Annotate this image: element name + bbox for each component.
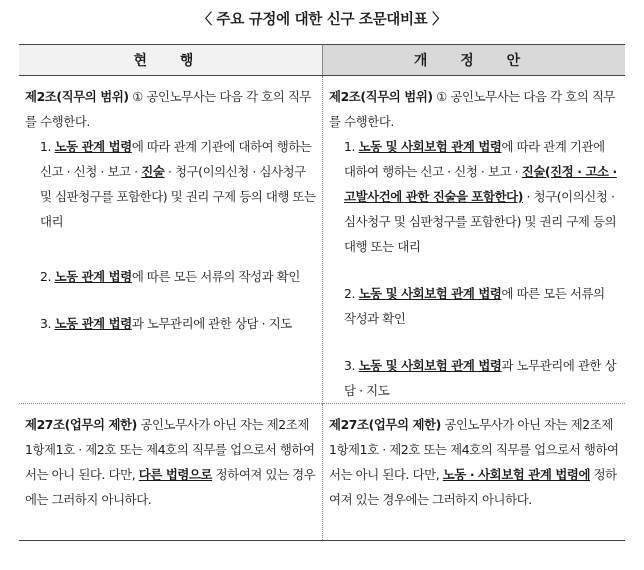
current-item3-text: 과 노무관리에 관한 상담 · 지도	[131, 316, 292, 331]
current-item2	[25, 264, 316, 289]
revised-article27-text2: 정하여져 있는 경우에는 그러하지 아니하다.	[329, 467, 617, 507]
current-article27-text: 공인노무사가 아닌 자는 제2조제1항제1호 · 제2호 또는 제4호의 직무를 업으로서 행하여서는 아니 된다. 다만,	[25, 417, 315, 482]
current-item1-text2: · 청구(이의신청 · 심사청구 및 심판청구를 포함한다) 및 권리 구제 등의 대행 또는 대리	[40, 164, 316, 229]
revised-item2-text: 에 따른 모든 서류의 작성과 확인	[344, 286, 605, 326]
current-article2-cell	[19, 76, 323, 404]
current-item1-number: 1.	[40, 139, 55, 154]
current-article27-bold: 다른 법령으로	[138, 467, 213, 482]
current-item1	[25, 134, 316, 234]
current-item2-text: 에 따른 모든 서류의 작성과 확인	[131, 269, 300, 284]
revised-article27-bold: 노동 · 사회보험 관계 법령에	[442, 467, 591, 482]
current-item3-bold: 노동 관계 법령	[54, 316, 132, 331]
table-header-row	[19, 45, 625, 76]
revised-article2-text: ① 공인노무사는 다음 각 호의 직무를 수행한다.	[329, 89, 615, 129]
current-article27-heading: 제27조(업무의 제한)	[25, 417, 137, 432]
revised-item3-bold: 노동 및 사회보험 관계 법령	[358, 358, 502, 373]
current-item2-number: 2.	[40, 269, 55, 284]
current-article27-cell	[19, 404, 323, 541]
current-article2-intro	[25, 84, 316, 134]
revised-item3-text: 과 노무관리에 관한 상담 · 지도	[344, 358, 617, 398]
header-revised: 개 정 안	[323, 45, 626, 76]
current-article2-heading: 제2조(직무의 범위)	[25, 89, 129, 104]
current-item3-number: 3.	[40, 316, 55, 331]
current-item2-bold: 노동 관계 법령	[54, 269, 132, 284]
revised-item3-number: 3.	[344, 358, 359, 373]
revised-article27-heading: 제27조(업무의 제한)	[329, 417, 441, 432]
current-item3	[25, 311, 316, 336]
revised-item1-bold: 노동 및 사회보험 관계 법령	[358, 139, 502, 154]
revised-article27-cell	[323, 404, 626, 541]
revised-item2-bold: 노동 및 사회보험 관계 법령	[358, 286, 502, 301]
revised-item2-number: 2.	[344, 286, 359, 301]
table-row-article2	[19, 76, 625, 404]
revised-article2-cell	[323, 76, 626, 404]
header-current: 현 행	[19, 45, 323, 76]
revised-item1-text: 에 따라 관계 기관에 대하여 행하는 신고 · 신청 · 보고 ·	[344, 139, 605, 179]
revised-item2	[329, 281, 619, 331]
current-item1-bold2: 진술	[141, 164, 165, 179]
page-title: 〈 주요 규정에 대한 신구 조문대비표 〉	[197, 12, 447, 28]
revised-item1	[329, 134, 619, 259]
current-item1-bold: 노동 관계 법령	[54, 139, 132, 154]
revised-item1-bold2: 진술(진정 · 고소 · 고발사건에 관한 진술을 포함한다)	[344, 164, 617, 204]
current-article2-text: ① 공인노무사는 다음 각 호의 직무를 수행한다.	[25, 89, 311, 129]
revised-article27-text: 공인노무사가 아닌 자는 제2조제1항제1호 · 제2호 또는 제4호의 직무를 업으로서 행하여서는 아니 된다. 다만,	[329, 417, 619, 482]
current-item1-text: 에 따라 관계 기관에 대하여 행하는 신고 · 신청 · 보고 ·	[40, 139, 312, 179]
revised-article2-heading: 제2조(직무의 범위)	[329, 89, 433, 104]
current-article27-text2: 정하여져 있는 경우에는 그러하지 아니하다.	[25, 467, 316, 507]
table-row-article27	[19, 404, 625, 541]
revised-item1-number: 1.	[344, 139, 359, 154]
revised-item3	[329, 353, 619, 403]
comparison-table	[19, 44, 625, 541]
revised-item1-text2: · 청구(이의신청 · 심사청구 및 심판청구를 포함한다) 및 권리 구제 등의 대행 또는 대리	[344, 189, 617, 254]
revised-article2-intro	[329, 84, 619, 134]
